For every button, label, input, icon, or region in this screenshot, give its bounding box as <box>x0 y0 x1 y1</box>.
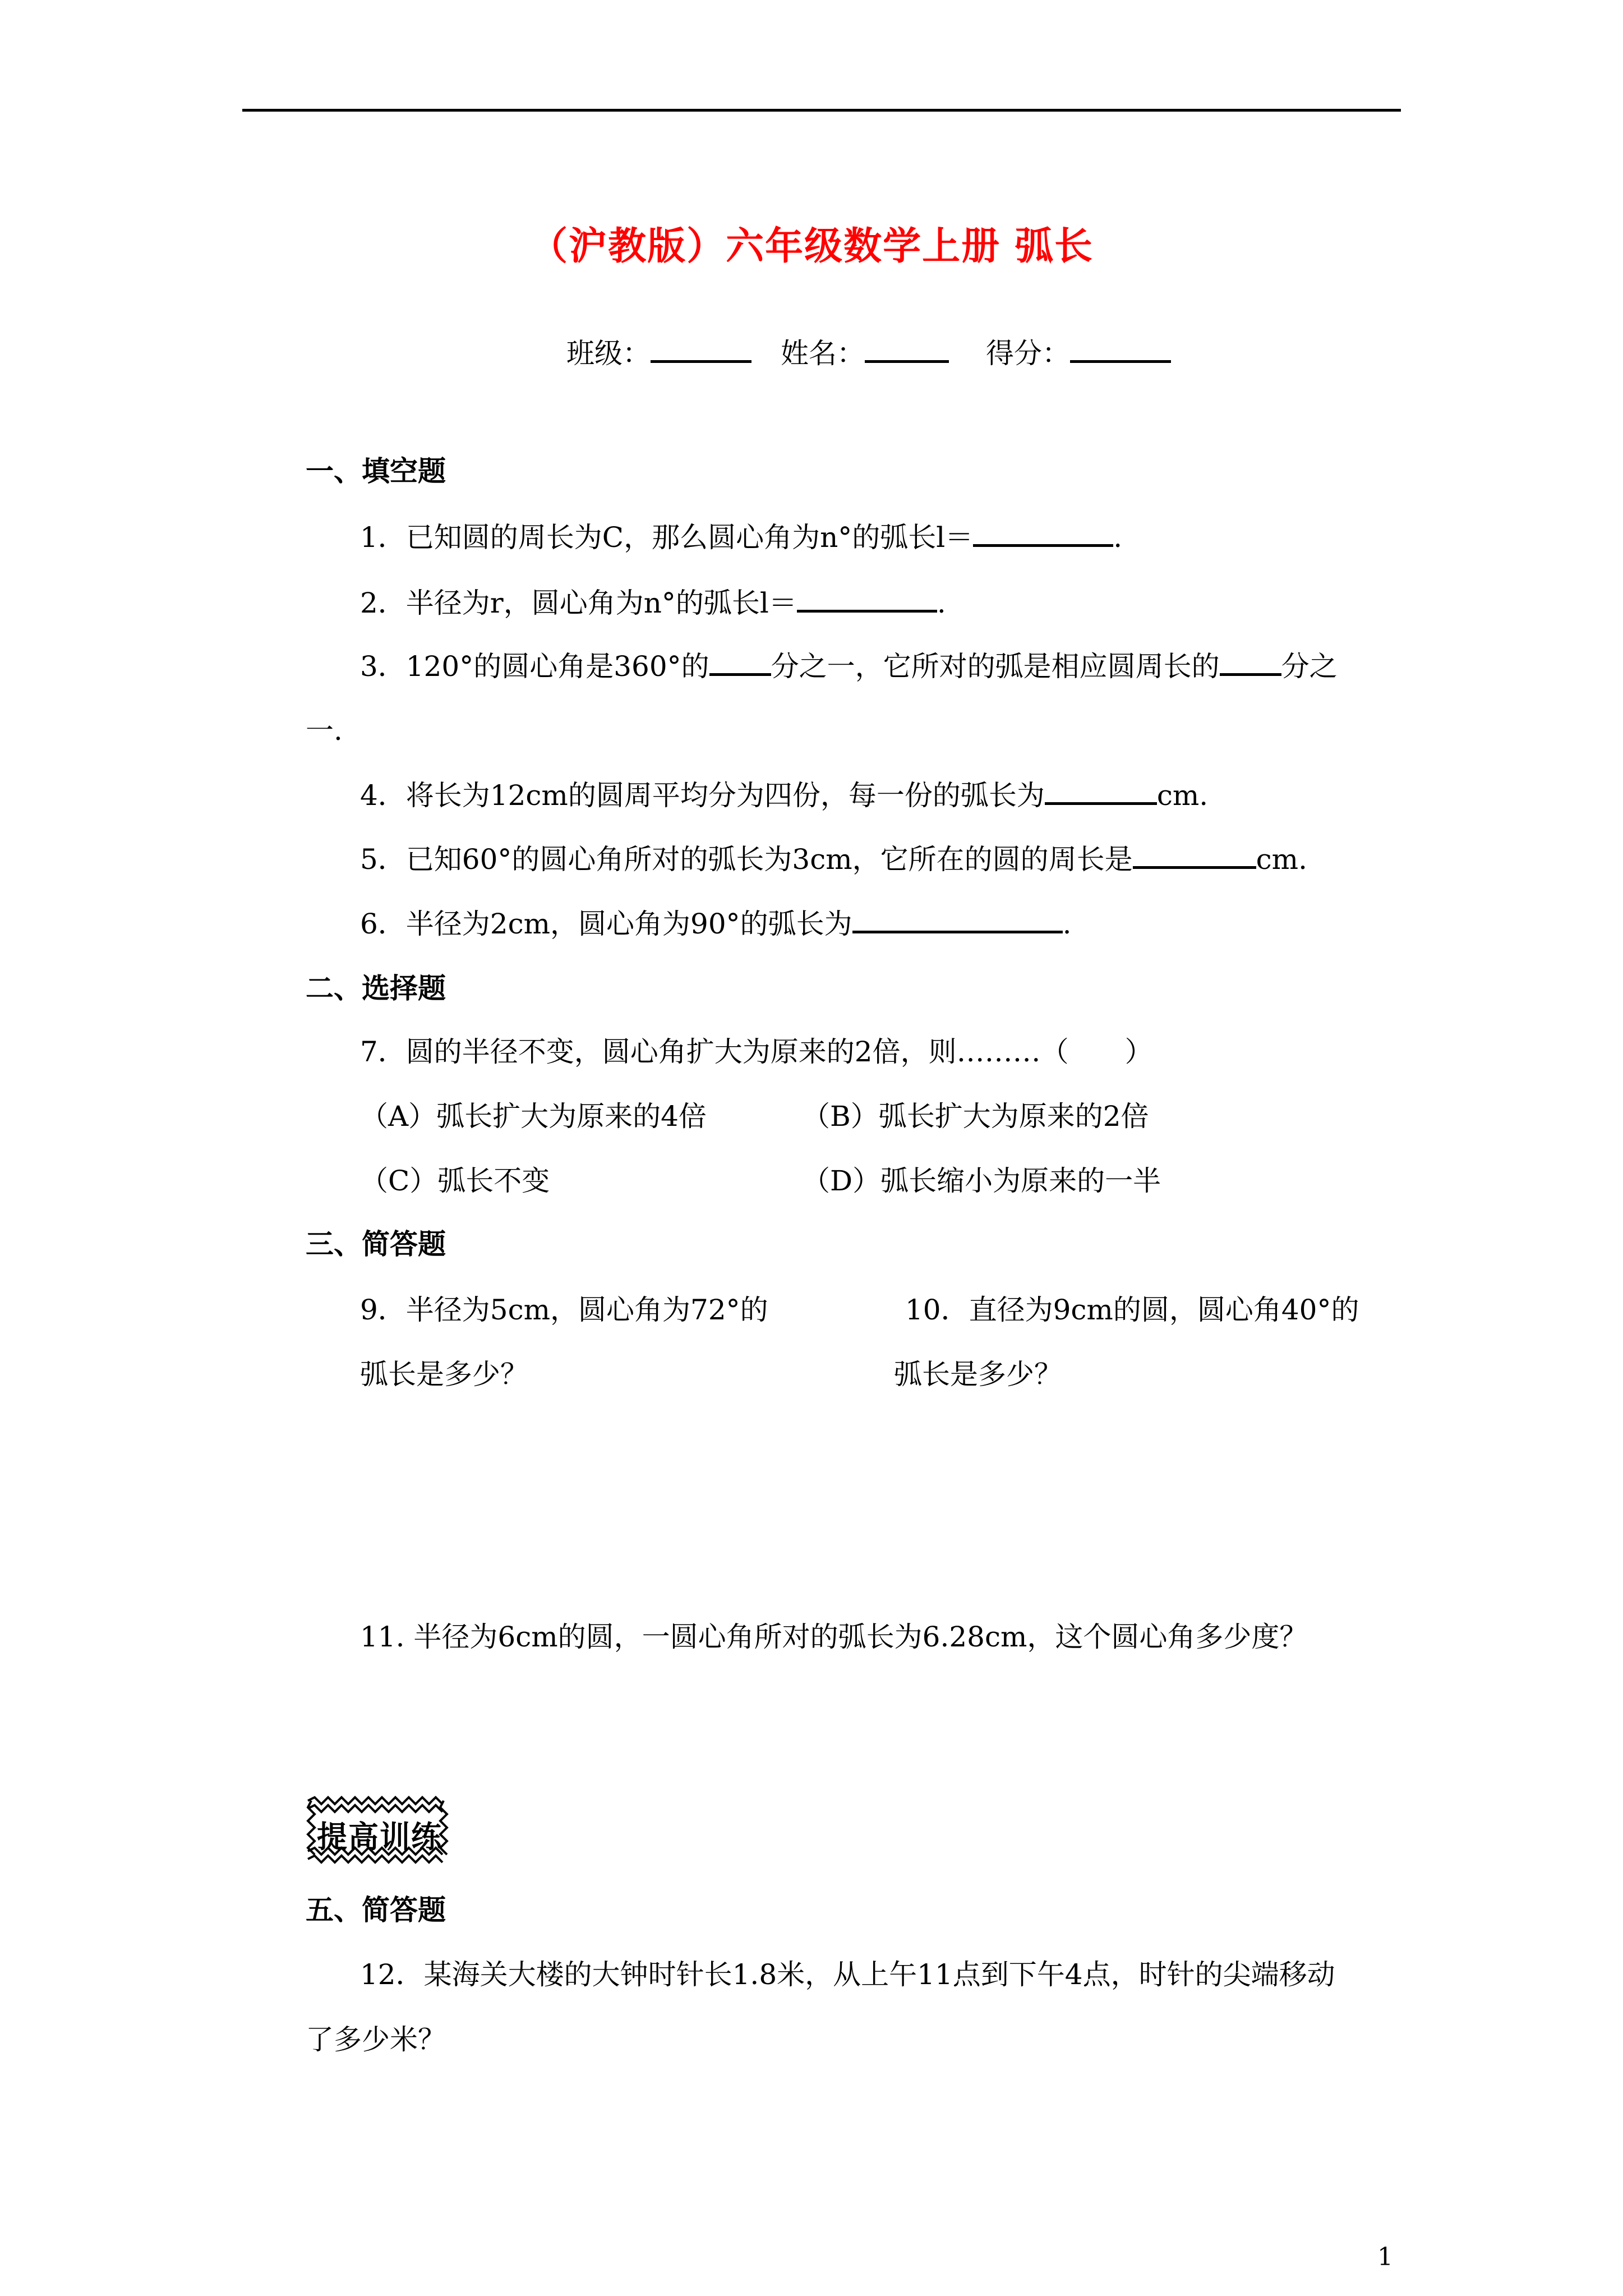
answer-blank-6[interactable] <box>852 908 1063 933</box>
question-9-line2: 弧长是多少？ <box>360 1358 528 1391</box>
name-field <box>781 331 949 371</box>
question-3-end: 分之 <box>1281 650 1338 683</box>
question-10-line2: 弧长是多少？ <box>894 1358 1062 1391</box>
answer-blank-2[interactable] <box>797 587 937 613</box>
question-5-text: 5．已知60°的圆心角所对的弧长为3cm，它所在的圆的周长是 <box>360 843 1133 876</box>
question-4 <box>360 773 1208 813</box>
question-3-text: 3．120°的圆心角是360°的 <box>360 650 709 683</box>
section-choice-heading: 二、选择题 <box>306 972 446 1005</box>
question-5 <box>360 837 1307 877</box>
question-6-text: 6．半径为2cm，圆心角为90°的弧长为 <box>360 908 852 940</box>
question-7: 7．圆的半径不变，圆心角扩大为原来的2倍，则………（ ） <box>360 1036 1153 1068</box>
page-title: （沪教版）六年级数学上册 弧长 <box>529 224 1094 269</box>
question-6-end: . <box>1062 908 1072 940</box>
section-short-heading: 三、简答题 <box>306 1228 446 1260</box>
question-11: 11. 半径为6cm的圆，一圆心角所对的弧长为6.28cm，这个圆心角多少度？ <box>360 1621 1308 1653</box>
class-blank[interactable] <box>651 335 751 363</box>
question-4-unit: cm. <box>1156 779 1209 812</box>
training-badge-label: 提高训练 <box>317 1819 442 1855</box>
question-5-unit: cm. <box>1256 843 1307 876</box>
score-label: 得分： <box>986 337 1070 370</box>
question-3-wrap: 一. <box>306 714 343 747</box>
class-field <box>566 331 751 371</box>
page-number: 1 <box>1377 2243 1393 2271</box>
training-badge <box>306 1795 449 1865</box>
question-2 <box>360 581 946 621</box>
section-fill-heading: 一、填空题 <box>306 455 446 487</box>
question-1 <box>360 515 1122 555</box>
question-2-text: 2．半径为r，圆心角为n°的弧长l＝ <box>360 587 797 619</box>
answer-blank-3a[interactable] <box>709 651 771 676</box>
name-blank[interactable] <box>865 335 949 363</box>
question-4-text: 4．将长为12cm的圆周平均分为四份，每一份的弧长为 <box>360 779 1045 812</box>
question-10-line1: 10．直径为9cm的圆，圆心角40°的 <box>905 1294 1359 1326</box>
header-rule <box>242 109 1401 112</box>
option-a[interactable]: （A）弧长扩大为原来的4倍 <box>360 1100 707 1133</box>
question-12-line2: 了多少米？ <box>306 2023 446 2056</box>
section-short2-heading: 五、简答题 <box>306 1894 446 1926</box>
option-c[interactable]: （C）弧长不变 <box>360 1165 550 1197</box>
option-d[interactable]: （D）弧长缩小为原来的一半 <box>802 1165 1161 1197</box>
score-field <box>986 331 1171 371</box>
answer-blank-4[interactable] <box>1045 780 1157 805</box>
question-1-end: . <box>1113 521 1123 554</box>
question-3 <box>360 644 1338 684</box>
class-label: 班级： <box>566 337 651 370</box>
score-blank[interactable] <box>1070 335 1171 363</box>
question-9-line1: 9．半径为5cm，圆心角为72°的 <box>360 1294 768 1326</box>
answer-blank-1[interactable] <box>973 522 1113 547</box>
question-6 <box>360 901 1072 942</box>
question-12-line1: 12．某海关大楼的大钟时针长1.8米，从上午11点到下午4点，时针的尖端移动 <box>360 1958 1335 1991</box>
answer-blank-3b[interactable] <box>1220 651 1281 676</box>
name-label: 姓名： <box>781 337 865 370</box>
question-1-text: 1．已知圆的周长为C，那么圆心角为n°的弧长l＝ <box>360 521 974 554</box>
question-2-end: . <box>937 587 946 619</box>
option-b[interactable]: （B）弧长扩大为原来的2倍 <box>802 1100 1149 1133</box>
answer-blank-5[interactable] <box>1133 844 1256 869</box>
question-3-mid: 分之一，它所对的弧是相应圆周长的 <box>771 650 1220 683</box>
